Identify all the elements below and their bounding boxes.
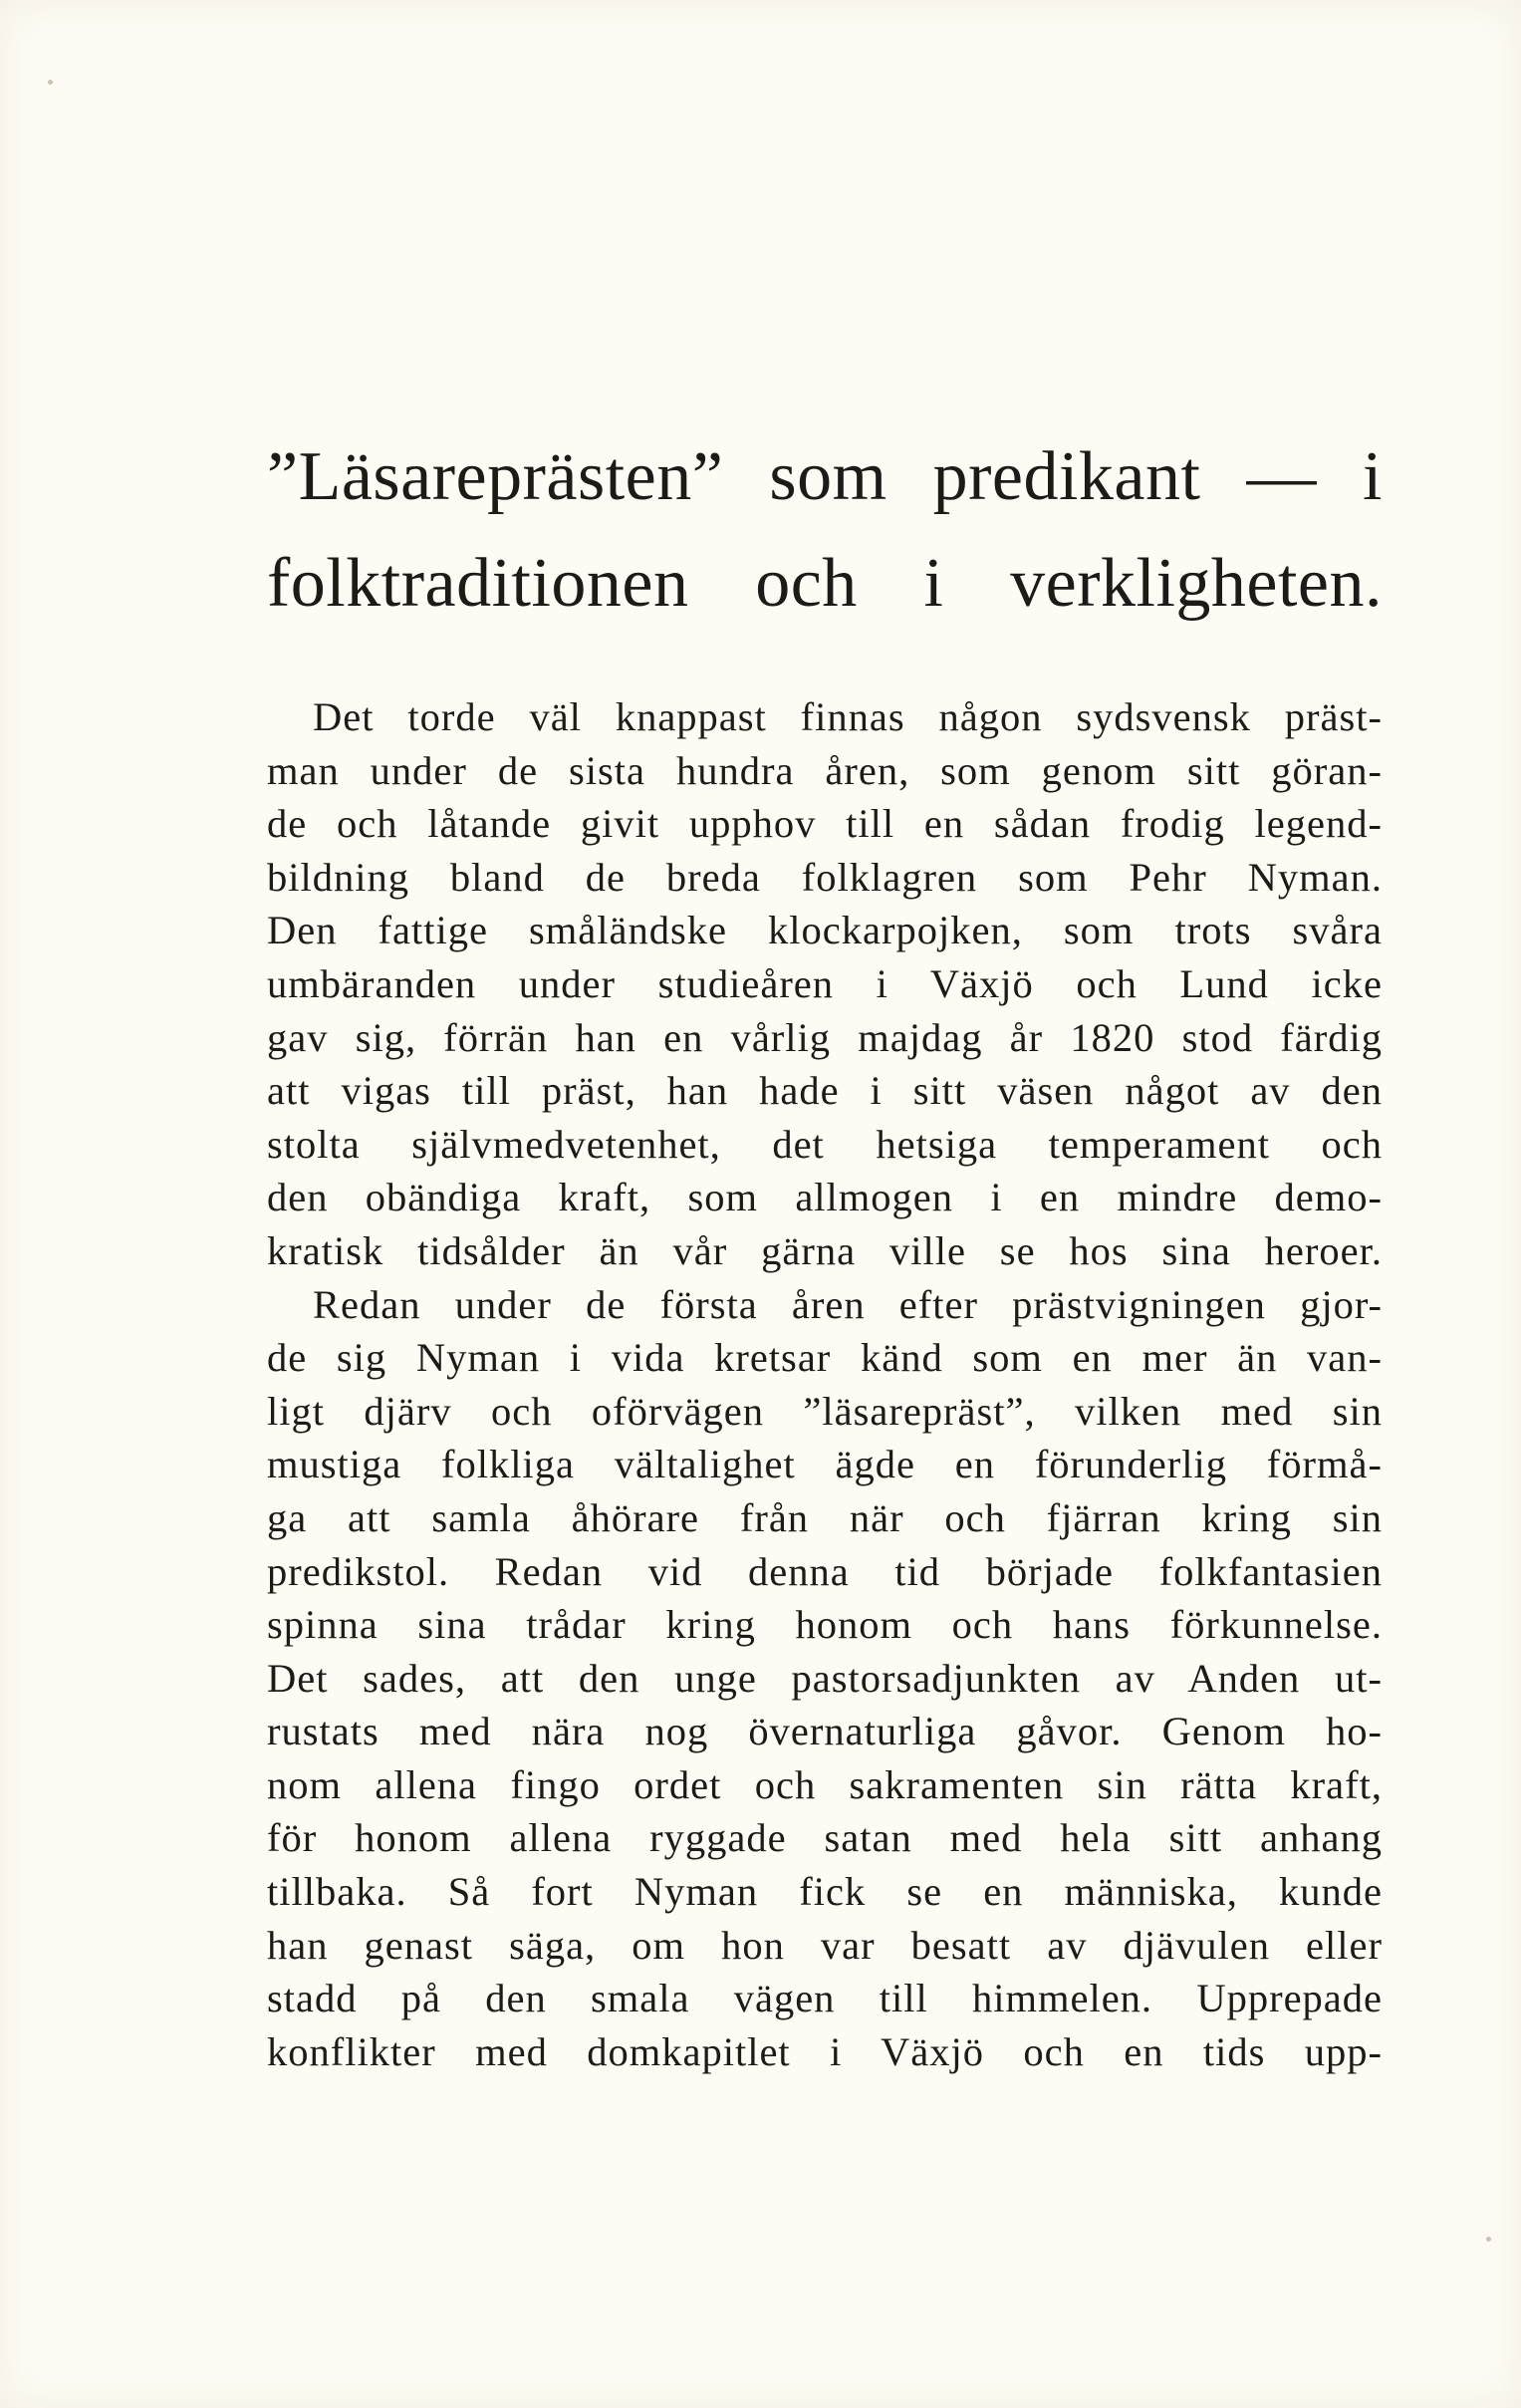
text-line: nom allena fingo ordet och sakramenten sin rätta kraft, — [267, 1761, 1383, 1807]
text-line: ligt djärv och oförvägen ”läsarepräst”, vilken med sin — [267, 1388, 1383, 1434]
text-line: Redan under de första åren efter prästvigningen gjor- — [313, 1281, 1383, 1327]
text-line: Det sades, att den unge pastorsadjunkten av Anden ut- — [267, 1655, 1383, 1701]
text-line: de sig Nyman i vida kretsar känd som en mer än van- — [267, 1335, 1383, 1381]
text-line: rustats med nära nog övernaturliga gåvor. Genom ho- — [267, 1709, 1383, 1754]
text-line: tillbaka. Så fort Nyman fick se en människa, kunde — [267, 1869, 1383, 1915]
text-line: mustiga folkliga vältalighet ägde en förunderlig förmå- — [267, 1442, 1383, 1487]
text-line: konflikter med domkapitlet i Växjö och en tids upp- — [267, 2028, 1383, 2074]
chapter-title-line: folktraditionen och i verkligheten. — [267, 545, 1383, 622]
chapter-title — [267, 423, 1383, 637]
paper-speck — [48, 80, 53, 85]
text-line: den obändiga kraft, som allmogen i en mindre demo- — [267, 1175, 1383, 1220]
text-line: stadd på den smala vägen till himmelen. Upprepade — [267, 1976, 1383, 2021]
text-line: man under de sista hundra åren, som genom sitt göran- — [267, 747, 1383, 793]
text-line: gav sig, förrän han en vårlig majdag år 1820 stod färdig — [267, 1014, 1383, 1060]
text-line: stolta självmedvetenhet, det hetsiga temperament och — [267, 1121, 1383, 1167]
text-line: för honom allena ryggade satan med hela sitt anhang — [267, 1815, 1383, 1861]
text-line: bildning bland de breda folklagren som Pehr Nyman. — [267, 854, 1383, 900]
paper-speck — [1486, 2237, 1491, 2242]
text-line: att vigas till präst, han hade i sitt väsen något av den — [267, 1068, 1383, 1114]
body-paragraphs — [267, 690, 1383, 2078]
text-line: predikstol. Redan vid denna tid började folkfantasien — [267, 1548, 1383, 1594]
text-line: han genast säga, om hon var besatt av djävulen eller — [267, 1922, 1383, 1968]
text-line: kratisk tidsålder än vår gärna ville se hos sina heroer. — [267, 1227, 1383, 1273]
text-line: umbäranden under studieåren i Växjö och Lund icke — [267, 960, 1383, 1006]
text-line: ga att samla åhörare från när och fjärran kring sin — [267, 1494, 1383, 1540]
page-text — [267, 423, 1383, 2078]
text-line: de och låtande givit upphov till en sådan frodig legend- — [267, 801, 1383, 847]
text-line: Det torde väl knappast finnas någon sydsvensk präst- — [313, 694, 1383, 739]
chapter-title-line: ”Läsareprästen” som predikant — i — [267, 438, 1383, 515]
text-line: spinna sina trådar kring honom och hans förkunnelse. — [267, 1602, 1383, 1648]
text-line: Den fattige småländske klockarpojken, som trots svåra — [267, 908, 1383, 953]
